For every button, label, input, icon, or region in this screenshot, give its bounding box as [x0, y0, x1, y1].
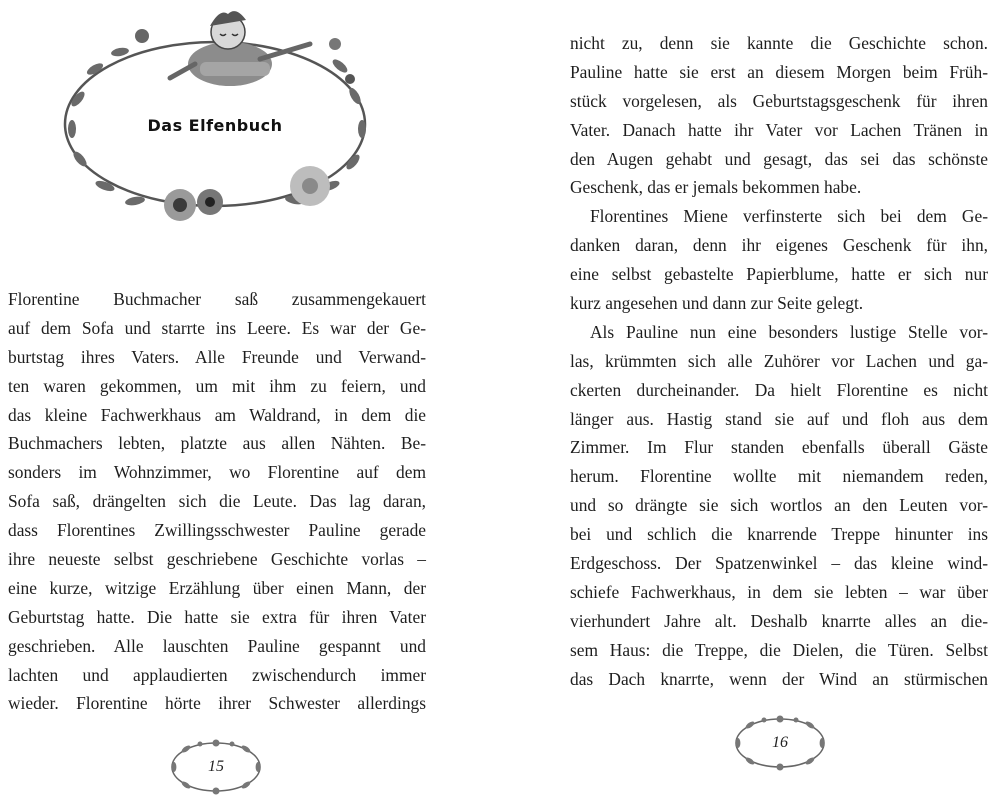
text-line: sonders im Wohnzimmer, wo Florentine auf dem — [8, 462, 426, 483]
left-page-text — [8, 285, 426, 718]
sleeping-elf-icon — [170, 11, 310, 86]
text-line: herum. Florentine wollte mit niemandem reden, — [570, 466, 988, 487]
text-line: lachten und applaudierten zwischendurch immer — [8, 664, 426, 685]
text-line: Sofa saß, drängelten sich die Leute. Das lag daran, — [8, 491, 426, 512]
text-line: stück vorgelesen, als Geburtstagsgeschenk für ihren — [570, 90, 988, 111]
text-line: länger aus. Hastig stand sie auf und floh aus dem — [570, 408, 988, 429]
text-line: Florentines Miene verfinsterte sich bei dem Ge- — [590, 206, 988, 227]
text-line: ckerten durcheinander. Da hielt Florentine es nicht — [570, 379, 988, 400]
text-line: kurz angesehen und dann zur Seite gelegt. — [570, 293, 864, 314]
right-page-text — [570, 29, 988, 693]
text-line: Als Pauline nun eine besonders lustige Stelle vor- — [590, 321, 988, 342]
text-line: danken daran, denn ihr eigenes Geschenk für ihn, — [570, 235, 988, 256]
text-line: und so drängte sie sich wortlos an den Leuten vor- — [570, 495, 988, 516]
text-line: Vater. Danach hatte ihr Vater vor Lachen Tränen in — [570, 119, 988, 140]
page-number-15 — [164, 736, 268, 798]
text-line: Zimmer. Im Flur standen ebenfalls überall Gäste — [570, 437, 988, 458]
text-line: eine selbst gebastelte Papierblume, hatte er sich nur — [570, 264, 988, 285]
text-line: das Dach knarrte, wenn der Wind an stürmischen — [570, 668, 988, 689]
text-line: eine kurze, witzige Erzählung über einen Mann, der — [8, 577, 426, 598]
text-line: geschrieben. Alle lauschten Pauline gespannt und — [8, 635, 426, 656]
text-line: dass Florentines Zwillingsschwester Pauline gerade — [8, 520, 426, 541]
text-line: Geschenk, das er jemals bekommen habe. — [570, 177, 862, 198]
text-line: wieder. Florentine hörte ihrer Schwester allerdings — [8, 693, 426, 714]
text-line: las, krümmten sich alle Zuhörer vor Lachen und ga- — [570, 350, 988, 371]
page-number: 15 — [208, 758, 224, 775]
page-number-16 — [728, 712, 832, 774]
text-line: Florentine Buchmacher saß zusammengekauert — [8, 289, 426, 309]
text-line: den Augen gehabt und gesagt, das sei das schönste — [570, 148, 988, 169]
text-line: sem Haus: die Treppe, die Dielen, die Türen. Selbst — [570, 639, 988, 660]
text-line: nicht zu, denn sie kannte die Geschichte schon. — [570, 33, 988, 53]
page-number: 16 — [772, 734, 788, 751]
text-line: auf dem Sofa und starrte ins Leere. Es war der Ge- — [8, 317, 426, 338]
chapter-title: Das Elfenbuch — [147, 116, 283, 135]
text-line: schiefe Fachwerkhaus, in dem sie lebten – war über — [570, 581, 988, 602]
text-line: burtstag ihres Vaters. Alle Freunde und Verwand- — [8, 346, 426, 367]
text-line: Pauline hatte sie erst an diesem Morgen beim Früh- — [570, 61, 988, 82]
right-page — [500, 0, 1000, 800]
text-line: das kleine Fachwerkhaus am Waldrand, in dem die — [8, 404, 426, 425]
text-line: Geburtstag hatte. Die hatte sie extra für ihren Vater — [8, 606, 426, 627]
text-line: ihre neueste selbst geschriebene Geschichte vorlas – — [8, 549, 426, 570]
text-line: Buchmachers lebten, platzte aus allen Nähten. Be- — [8, 433, 426, 454]
text-line: Erdgeschoss. Der Spatzenwinkel – das kleine wind- — [570, 553, 988, 574]
text-line: ten waren gekommen, um mit ihm zu feiern, und — [8, 375, 426, 396]
text-line: bei und schlich die knarrende Treppe hinunter ins — [570, 524, 988, 545]
text-line: vierhundert Jahre alt. Deshalb knarrte alles an die- — [570, 610, 988, 631]
